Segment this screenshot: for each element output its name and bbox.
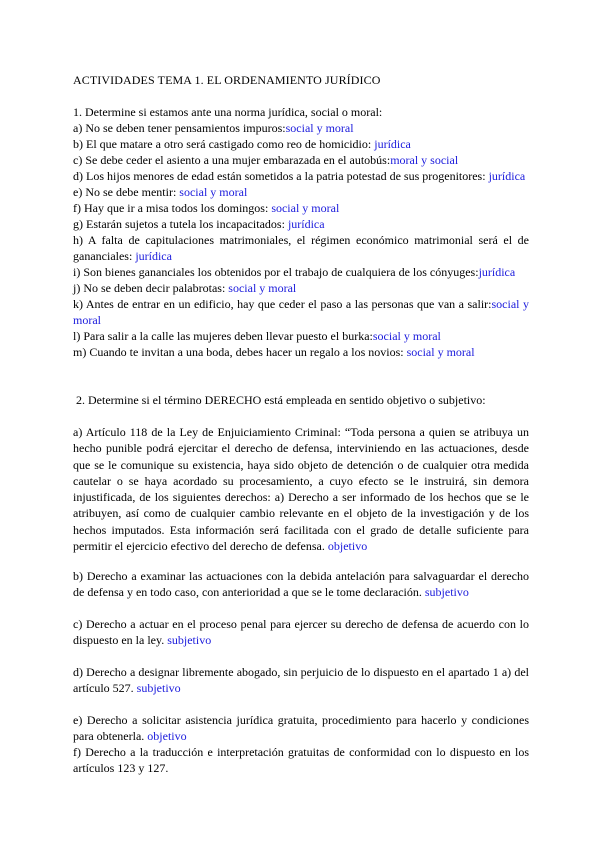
question-2-prompt: 2. Determine si el término DERECHO está empleada en sentido objetivo o subjetivo: <box>76 393 486 407</box>
answer: subjetivo <box>424 585 469 600</box>
answer: subjetivo <box>167 633 212 648</box>
answer: objetivo <box>147 729 187 744</box>
question-1-prompt: 1. Determine si estamos ante una norma jurídica, social o moral: <box>73 105 383 119</box>
answer: jurídica <box>287 217 325 231</box>
q1-item-f: f) Hay que ir a misa todos los domingos: social y moral <box>73 201 340 215</box>
answer: jurídica <box>488 169 526 183</box>
q1-item-c: c) Se debe ceder el asiento a una mujer embarazada en el autobús:moral y social <box>73 153 459 167</box>
answer: social y moral <box>73 297 529 327</box>
answer: social y moral <box>179 185 248 199</box>
q2-item-d: d) Derecho a designar libremente abogado, sin perjuicio de lo dispuesto en el apartado 1 a) del artículo 527. subjetivo <box>73 665 529 696</box>
answer: social y moral <box>228 281 297 295</box>
q1-item-k: k) Antes de entrar en un edificio, hay que ceder el paso a las personas que van a salir:social y moral <box>73 297 529 327</box>
q2-item-f: f) Derecho a la traducción e interpretación gratuitas de conformidad con lo dispuesto en los artículos 123 y 127. <box>73 745 529 776</box>
q2-item-a: a) Artículo 118 de la Ley de Enjuiciamiento Criminal: “Toda persona a quien se atribuya un hecho punible podrá ejercitar el derecho de defensa, interviniendo en las actuaciones, desde que se le comunique su existencia, haya sido objeto de detención o de cualquier otra medida cautelar o se haya acordado su procesamiento, a cuyo efecto se le instruirá, sin demora injustificada, de los siguientes derechos: a) Derecho a ser informado de los hechos que se le atribuyen, así como de cualquier cambio relevante en el objeto de la investigación y de los hechos imputados. Esta información será facilitada con el grado de detalle suficiente para permitir el ejercicio efectivo del derecho de defensa. objetivo <box>73 425 529 554</box>
q2-item-c: c) Derecho a actuar en el proceso penal para ejercer su derecho de defensa de acuerdo con lo dispuesto en la ley. subjetivo <box>73 617 529 648</box>
answer: social y moral <box>285 121 354 135</box>
answer: jurídica <box>374 137 411 151</box>
answer: jurídica <box>135 249 172 263</box>
q1-item-m: m) Cuando te invitan a una boda, debes hacer un regalo a los novios: social y moral <box>73 345 475 359</box>
q1-item-j: j) No se deben decir palabrotas: social y moral <box>73 281 297 295</box>
answer: social y moral <box>406 345 475 359</box>
answer: social y moral <box>271 201 340 215</box>
q1-item-h: h) A falta de capitulaciones matrimoniales, el régimen económico matrimonial será el de gananciales: jurídica <box>73 233 529 263</box>
q1-item-b: b) El que matare a otro será castigado como reo de homicidio: jurídica <box>73 137 411 151</box>
q1-item-l: l) Para salir a la calle las mujeres deben llevar puesto el burka:social y moral <box>73 329 441 343</box>
q1-item-e: e) No se debe mentir: social y moral <box>73 185 248 199</box>
q2-item-e: e) Derecho a solicitar asistencia jurídica gratuita, procedimiento para hacerlo y condiciones para obtenerla. objetivo <box>73 713 529 744</box>
q1-item-g: g) Estarán sujetos a tutela los incapacitados: jurídica <box>73 217 325 231</box>
answer: objetivo <box>327 539 368 554</box>
q1-item-a: a) No se deben tener pensamientos impuros:social y moral <box>73 121 354 135</box>
q2-item-b: b) Derecho a examinar las actuaciones con la debida antelación para salvaguardar el derecho de defensa y en todo caso, con anterioridad a que se le tome declaración. subjetivo <box>73 569 529 600</box>
answer: moral y social <box>390 153 459 167</box>
answer: social y moral <box>372 329 441 343</box>
page-title: ACTIVIDADES TEMA 1. EL ORDENAMIENTO JURÍDICO <box>73 73 381 87</box>
answer: subjetivo <box>136 681 181 696</box>
q1-item-d: d) Los hijos menores de edad están sometidos a la patria potestad de sus progenitores: jurídica <box>73 169 526 183</box>
answer: jurídica <box>478 265 516 279</box>
question-1 <box>73 104 529 360</box>
q1-item-i: i) Son bienes gananciales los obtenidos por el trabajo de cualquiera de los cónyuges:jurídica <box>73 265 516 279</box>
